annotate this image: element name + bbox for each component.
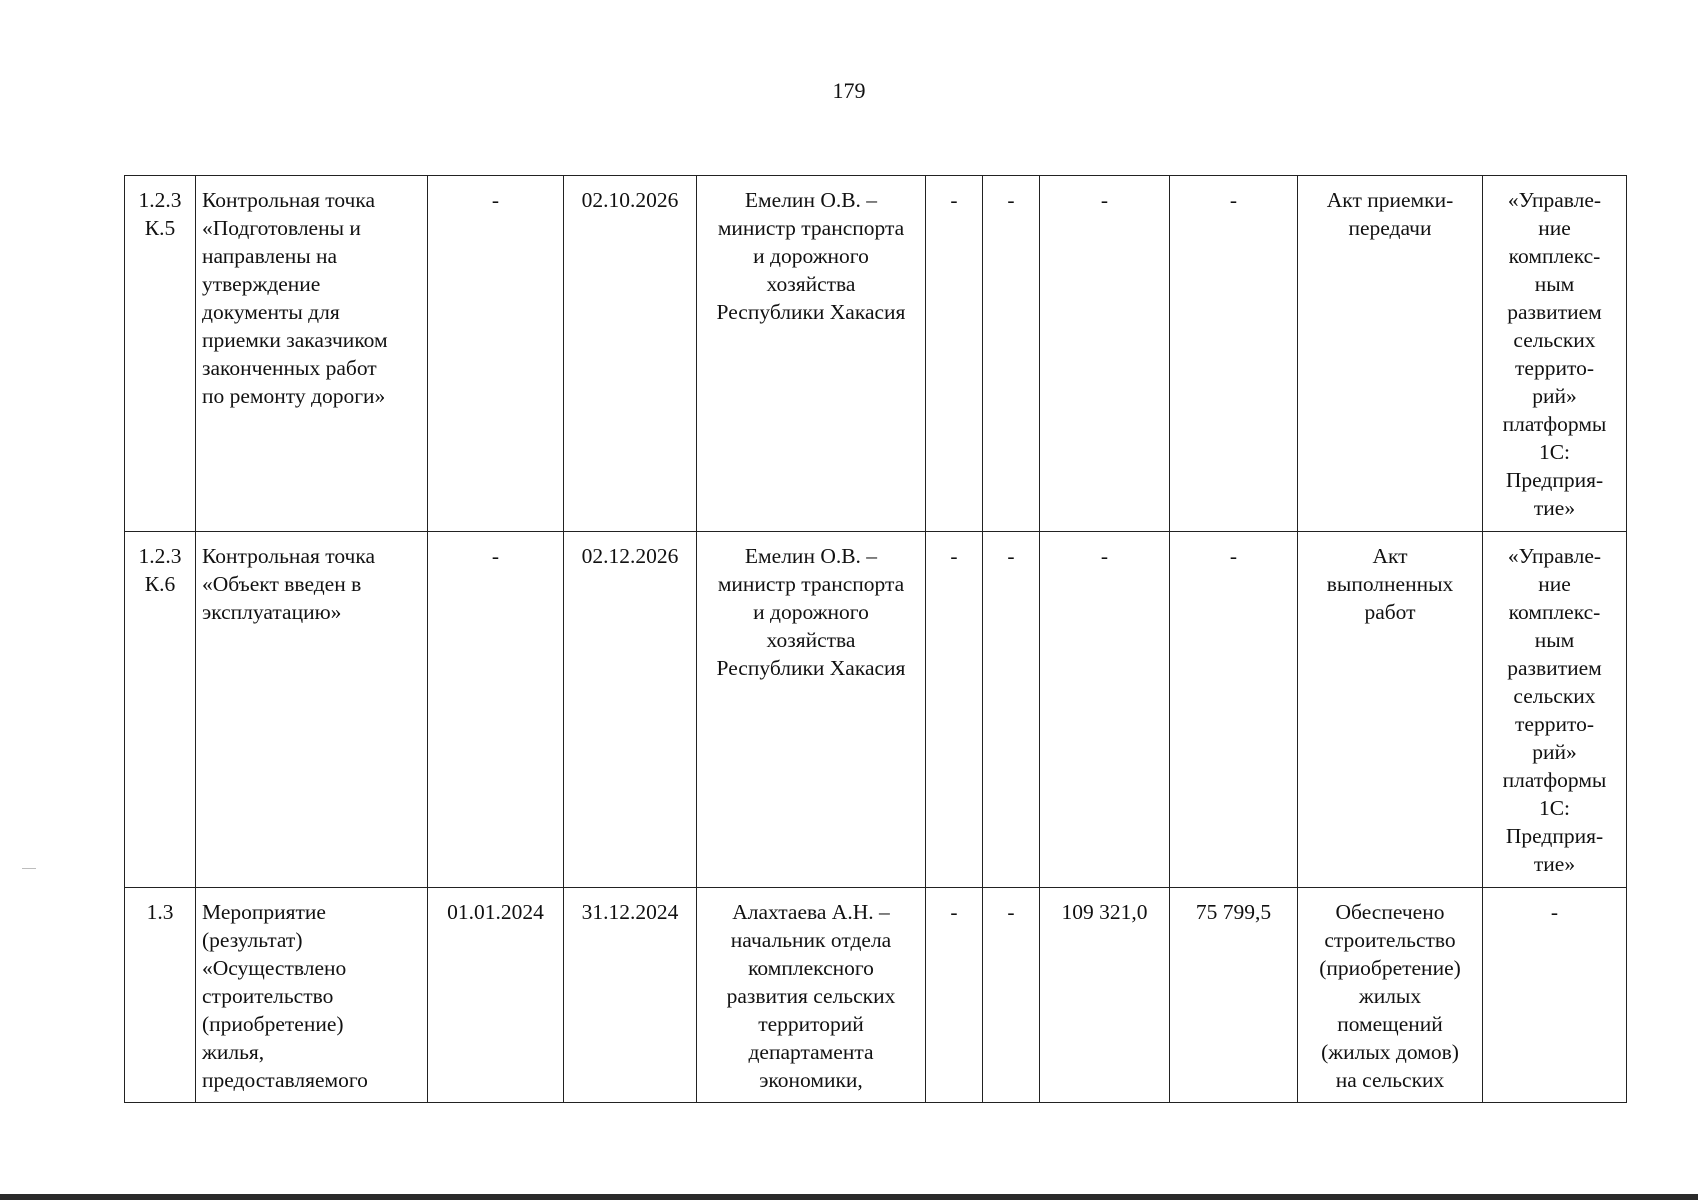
table-row [125, 176, 1627, 532]
page-number: 179 [832, 78, 866, 103]
end-date-cell: 31.12.2024 [564, 888, 697, 1103]
activity-name-cell: Контрольная точка «Подготовлены и направлены на утверждение документы для приемки заказчиком законченных работ по ремонту дороги» [196, 176, 428, 532]
info-system-cell: «Управле- ние комплекс- ным развитием сельских террито- рий» платформы 1С: Предприя- тие» [1483, 176, 1627, 532]
responsible-cell: Алахтаева А.Н. – начальник отдела комплексного развития сельских территорий департамента экономики, [697, 888, 926, 1103]
value-cell-7: - [983, 532, 1040, 888]
activity-table [124, 175, 1627, 1103]
info-system-cell: «Управле- ние комплекс- ным развитием сельских террито- рий» платформы 1С: Предприя- тие» [1483, 532, 1627, 888]
result-cell: Акт выполненных работ [1298, 532, 1483, 888]
row-number-cell: 1.2.3 К.5 [125, 176, 196, 532]
value-cell-9: - [1170, 176, 1298, 532]
value-cell-6: - [926, 532, 983, 888]
end-date-cell: 02.10.2026 [564, 176, 697, 532]
end-date-cell: 02.12.2026 [564, 532, 697, 888]
value-cell-8: - [1040, 176, 1170, 532]
value-cell-8: - [1040, 532, 1170, 888]
value-cell-9: 75 799,5 [1170, 888, 1298, 1103]
scan-edge-mark [22, 868, 36, 869]
value-cell-9: - [1170, 532, 1298, 888]
result-cell: Обеспечено строительство (приобретение) жилых помещений (жилых домов) на сельских [1298, 888, 1483, 1103]
value-cell-6: - [926, 176, 983, 532]
activity-name-cell: Контрольная точка «Объект введен в эксплуатацию» [196, 532, 428, 888]
table-row [125, 888, 1627, 1103]
row-number-cell: 1.3 [125, 888, 196, 1103]
activity-name-cell: Мероприятие (результат) «Осуществлено строительство (приобретение) жилья, предоставляемого [196, 888, 428, 1103]
responsible-cell: Емелин О.В. – министр транспорта и дорожного хозяйства Республики Хакасия [697, 532, 926, 888]
value-cell-7: - [983, 888, 1040, 1103]
result-cell: Акт приемки- передачи [1298, 176, 1483, 532]
row-number-cell: 1.2.3 К.6 [125, 532, 196, 888]
value-cell-7: - [983, 176, 1040, 532]
scan-bottom-edge [0, 1194, 1698, 1200]
responsible-cell: Емелин О.В. – министр транспорта и дорожного хозяйства Республики Хакасия [697, 176, 926, 532]
table-row [125, 532, 1627, 888]
value-cell-6: - [926, 888, 983, 1103]
info-system-cell: - [1483, 888, 1627, 1103]
start-date-cell: - [428, 176, 564, 532]
value-cell-8: 109 321,0 [1040, 888, 1170, 1103]
start-date-cell: - [428, 532, 564, 888]
start-date-cell: 01.01.2024 [428, 888, 564, 1103]
